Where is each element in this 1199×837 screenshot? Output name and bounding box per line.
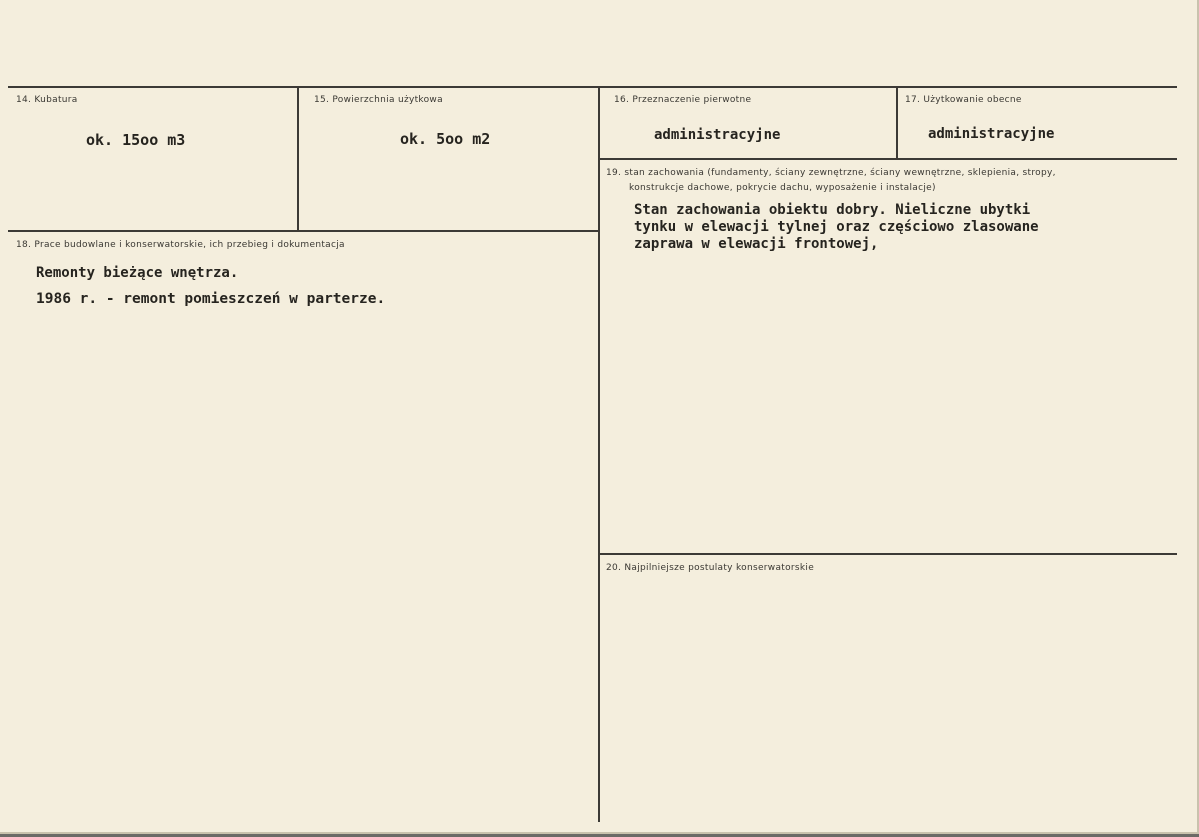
field-19-line-3: zaprawa w elewacji frontowej, [634, 236, 879, 252]
field-18-label: 18. Prace budowlane i konserwatorskie, ich przebieg i dokumentacja [16, 240, 345, 250]
field-16-value: administracyjne [654, 127, 781, 143]
divider-15-16 [598, 88, 600, 822]
field-14-label: 14. Kubatura [16, 95, 78, 105]
field-17-label: 17. Użytkowanie obecne [905, 95, 1022, 105]
rule-under-19 [600, 553, 1177, 555]
field-17-value: administracyjne [928, 126, 1055, 142]
divider-16-17 [896, 88, 898, 159]
field-19-line-1: Stan zachowania obiektu dobry. Nieliczne ubytki [634, 202, 1031, 218]
field-14-value: ok. 15oo m3 [86, 131, 186, 149]
rule-under-16-17 [600, 158, 1177, 160]
field-16-label: 16. Przeznaczenie pierwotne [614, 95, 752, 105]
top-rule [8, 86, 1177, 88]
field-15-label: 15. Powierzchnia użytkowa [314, 95, 443, 105]
field-19-label-line-2: konstrukcje dachowe, pokrycie dachu, wyposażenie i instalacje) [629, 183, 936, 193]
field-18-line-2: 1986 r. - remont pomieszczeń w parterze. [36, 291, 386, 307]
field-19-line-2: tynku w elewacji tylnej oraz częściowo zlasowane [634, 219, 1039, 235]
field-15-value: ok. 5oo m2 [400, 130, 491, 148]
field-19-label-line-1: 19. stan zachowania (fundamenty, ściany zewnętrzne, ściany wewnętrzne, sklepienia, stropy, [606, 168, 1056, 178]
rule-under-14-15 [8, 230, 598, 232]
field-20-label: 20. Najpilniejsze postulaty konserwatorskie [606, 563, 815, 573]
divider-14-15 [297, 88, 299, 232]
field-18-line-1: Remonty bieżące wnętrza. [36, 265, 239, 281]
